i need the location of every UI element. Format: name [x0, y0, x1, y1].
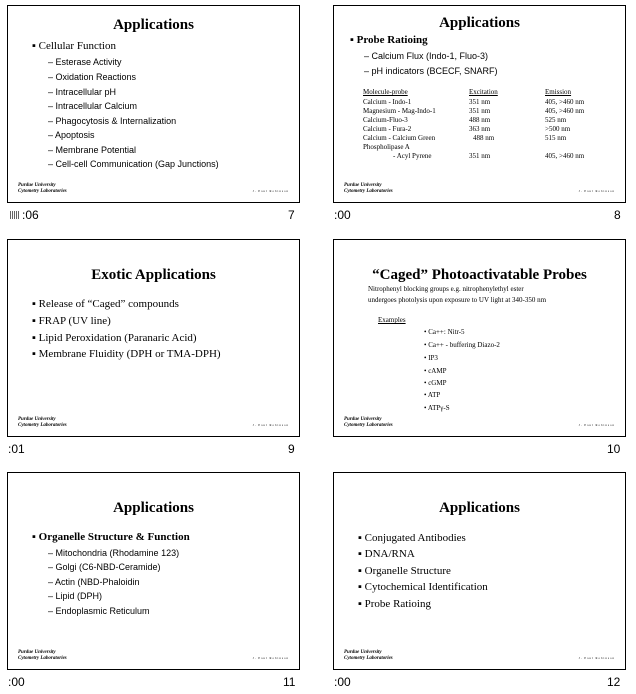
table-cell: 363 nm — [469, 125, 491, 133]
sub-item: – Oxidation Reactions — [48, 72, 137, 82]
sub-item: – Membrane Potential — [48, 145, 137, 155]
slide-timing: :00 — [334, 675, 351, 689]
table-cell: 525 nm — [545, 116, 567, 124]
bullet: ▪ Release of “Caged” compounds — [32, 298, 179, 310]
table-cell: 405, >460 nm — [545, 107, 585, 115]
lab-logo: Purdue University Cytometry Laboratories — [344, 183, 393, 194]
table-cell: 515 nm — [545, 134, 567, 142]
slide-title: Applications — [439, 15, 520, 31]
table-cell: Calcium - Indo-1 — [363, 98, 412, 106]
examples-label: Examples — [378, 316, 406, 324]
slide-number: 8 — [614, 208, 621, 222]
bullet: ▪ Conjugated Antibodies — [358, 532, 466, 544]
sub-item: – Esterase Activity — [48, 57, 122, 67]
lab-logo: Purdue University Cytometry Laboratories — [344, 650, 393, 661]
col-header: Molecule-probe — [363, 88, 408, 96]
table-cell: - Acyl Pyrene — [393, 152, 432, 160]
sub-item: – Actin (NBD-Phaloidin — [48, 577, 140, 587]
slide-timing: :00 — [8, 675, 25, 689]
bullet: ▪ Probe Ratioing — [350, 34, 428, 46]
slide-title: Applications — [113, 500, 194, 516]
description: undergoes photolysis upon exposure to UV light at 340-350 nm — [368, 296, 547, 304]
table-cell: 488 nm — [473, 134, 495, 142]
bullet: ▪ Organelle Structure & Function — [32, 531, 190, 543]
table-cell: Calcium - Fura-2 — [363, 125, 412, 133]
sub-item: – Intracellular pH — [48, 87, 117, 97]
footer-author: J. Paul Robinson — [578, 656, 615, 660]
bullet: ▪ Organelle Structure — [358, 565, 451, 577]
slide-10[interactable] — [333, 239, 626, 437]
footer-author: J. Paul Robinson — [252, 189, 289, 193]
lab-logo: Purdue University Cytometry Laboratories — [18, 183, 67, 194]
slide-8[interactable] — [333, 5, 626, 203]
example-item: • cGMP — [424, 379, 447, 387]
col-header: Emission — [545, 88, 572, 96]
lab-logo: Purdue University Cytometry Laboratories — [18, 417, 67, 428]
sub-item: – Endoplasmic Reticulum — [48, 606, 150, 616]
speaker-notes-icon[interactable] — [10, 211, 20, 219]
table-cell: Magnesium - Mag-Indo-1 — [363, 107, 436, 115]
example-item: • IP3 — [424, 354, 438, 362]
col-header: Excitation — [469, 88, 498, 96]
bullet: ▪ Probe Ratioing — [358, 598, 431, 610]
sub-item: – Mitochondria (Rhodamine 123) — [48, 548, 180, 558]
sub-item: – pH indicators (BCECF, SNARF) — [364, 66, 498, 76]
sub-item: – Calcium Flux (Indo-1, Fluo-3) — [364, 51, 489, 61]
footer-author: J. Paul Robinson — [252, 656, 289, 660]
slide-11[interactable] — [7, 472, 300, 670]
slide-title: Applications — [113, 17, 194, 33]
lab-logo: Purdue University Cytometry Laboratories — [344, 417, 393, 428]
slide-7[interactable] — [7, 5, 300, 203]
bullet: ▪ DNA/RNA — [358, 548, 415, 560]
slide-number: 7 — [288, 208, 295, 222]
slide-timing: :06 — [22, 208, 39, 222]
table-cell: 488 nm — [469, 116, 491, 124]
table-cell: Calcium - Calcium Green — [363, 134, 436, 142]
slide-number: 11 — [283, 675, 296, 689]
lab-logo: Purdue University Cytometry Laboratories — [18, 650, 67, 661]
sub-item: – Phagocytosis & Internalization — [48, 116, 177, 126]
slide-number: 10 — [607, 442, 621, 456]
description: Nitrophenyl blocking groups e.g. nitrophenylethyl ester — [368, 285, 524, 293]
table-cell: Calcium-Fluo-3 — [363, 116, 408, 124]
slide-number: 12 — [607, 675, 621, 689]
slide-timing: :00 — [334, 208, 351, 222]
example-item: • ATPγ-S — [424, 404, 450, 412]
example-item: • cAMP — [424, 367, 447, 375]
sub-item: – Golgi (C6-NBD-Ceramide) — [48, 562, 161, 572]
sub-item: – Apoptosis — [48, 130, 95, 140]
footer-author: J. Paul Robinson — [578, 189, 615, 193]
bullet: ▪ Membrane Fluidity (DPH or TMA-DPH) — [32, 348, 221, 360]
slide-timing: :01 — [8, 442, 25, 456]
example-item: • Ca++: Nitr-5 — [424, 328, 465, 336]
table-cell: 351 nm — [469, 107, 491, 115]
bullet: ▪ Cytochemical Identification — [358, 581, 488, 593]
table-cell: >500 nm — [545, 125, 571, 133]
example-item: • ATP — [424, 391, 441, 399]
table-cell: 405, >460 nm — [545, 152, 585, 160]
slide-number: 9 — [288, 442, 295, 456]
slide-title: Applications — [439, 500, 520, 516]
bullet: ▪ FRAP (UV line) — [32, 315, 111, 327]
sub-item: – Intracellular Calcium — [48, 101, 138, 111]
sub-item: – Cell-cell Communication (Gap Junctions) — [48, 159, 219, 169]
slide-9[interactable] — [7, 239, 300, 437]
slide-title: Exotic Applications — [91, 267, 216, 283]
table-cell: 351 nm — [469, 152, 491, 160]
bullet: ▪ Cellular Function — [32, 40, 116, 52]
table-cell: 351 nm — [469, 98, 491, 106]
slide-title: “Caged” Photoactivatable Probes — [372, 267, 587, 283]
table-cell: 405, >460 nm — [545, 98, 585, 106]
table-cell: Phospholipase A — [363, 143, 410, 151]
footer-author: J. Paul Robinson — [578, 423, 615, 427]
sub-item: – Lipid (DPH) — [48, 591, 103, 601]
footer-author: J. Paul Robinson — [252, 423, 289, 427]
probe-table — [363, 88, 613, 178]
slide-12[interactable] — [333, 472, 626, 670]
bullet: ▪ Lipid Peroxidation (Paranaric Acid) — [32, 332, 197, 344]
example-item: • Ca++ - buffering Diazo-2 — [424, 341, 500, 349]
